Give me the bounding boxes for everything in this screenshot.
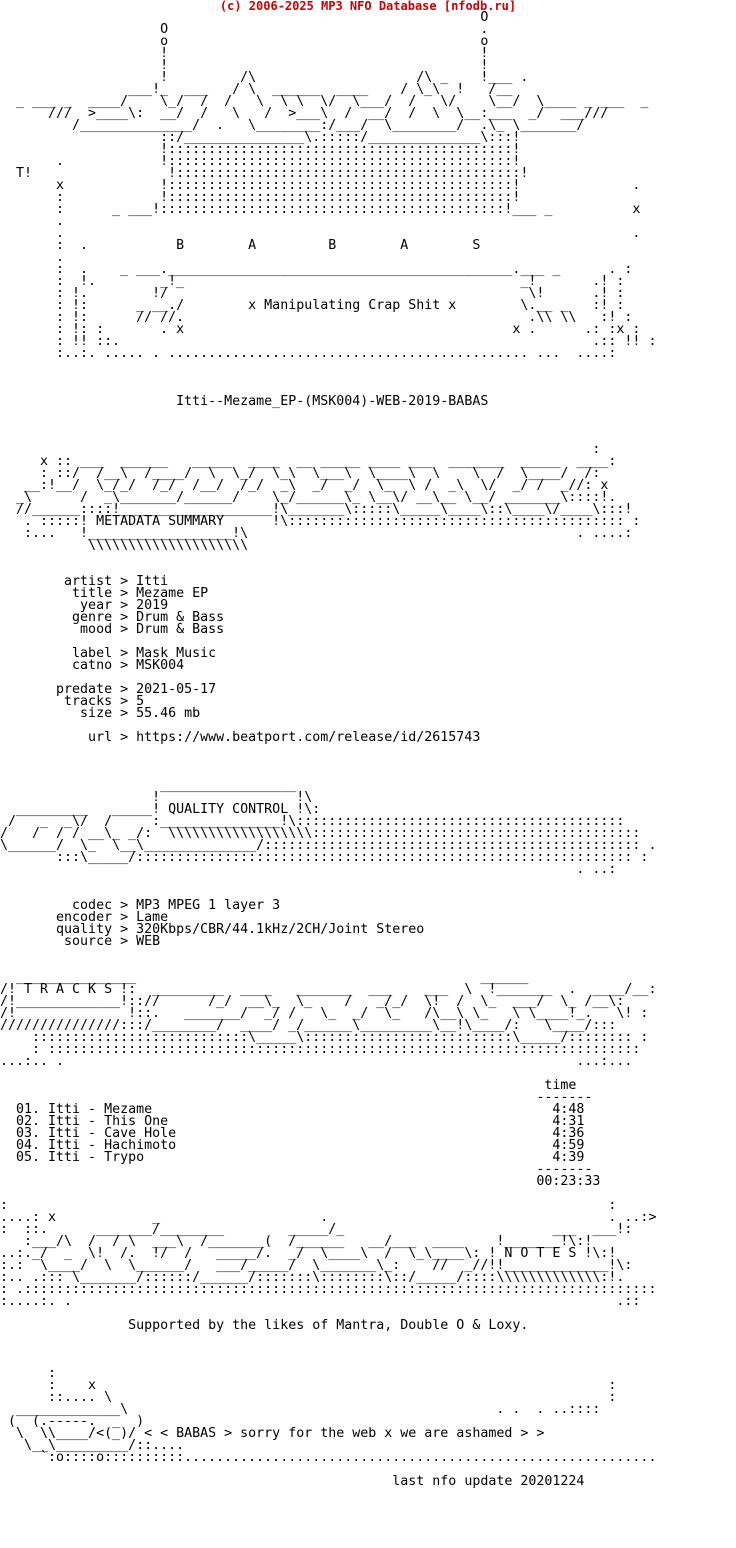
nfo-line: : . B A B A S [0,238,481,253]
nfo-line: : !. _!_ _! .! : [0,274,625,289]
nfo-line: artist > Itti [0,574,169,589]
nfo-line [0,756,656,768]
nfo-line: 02. Itti - This One 4:31 [0,1114,585,1129]
nfo-line [0,372,656,384]
nfo-line: tracks > 5 [0,694,145,709]
nfo-line: . [0,214,65,229]
nfo-line: //______::::!___________________!\_______\:::::\_____\____\::\____\/____\:::! [0,502,633,517]
nfo-line: :___/\ / / \ ___\ /_______( /______ __/___ ____ !_______!\:! [0,1234,593,1249]
nfo-line: /! T R A C K S !: _________ ____ _______ ___ ___ \ !_______ . ____/__: [0,982,657,997]
nfo-line: :..:. ..... . ............................................. ... ....: [0,346,617,361]
nfo-line: predate > 2021-05-17 [0,682,217,697]
nfo-line: _________ _____! QUALITY CONTROL !\: [0,802,321,817]
nfo-line: _ ___ _ ____/ \_/ / / \ \ \ \/ \___/ / \/ \__/ \____ _ ___ _ [0,94,649,109]
nfo-line: ___!_ ___ / \ ______ ____ / \_\ ! /__ [0,82,513,97]
nfo-line: ///////////////:::/________/ ____/ _/______\_________\__!\____/: \____/::: [0,1018,617,1033]
nfo-line: x :: ___ ______ _____ ____ __ _____ ____ ___ _______ _____ ____: [0,454,617,469]
nfo-line: 00:23:33 [0,1174,601,1189]
nfo-line: codec > MP3 MPEG 1 layer 3 [0,898,281,913]
nfo-line: ....: x _ . . ..:> [0,1210,657,1225]
nfo-line: last nfo update 20201224 [0,1474,585,1489]
nfo-line [0,948,656,960]
nfo-line: : ::/ /__\ /____/ \ \_/ \_\ \___\ \____\ \ \ / \____/ /: [0,466,601,481]
nfo-line: . ..: [0,862,617,877]
nfo-line: encoder > Lame [0,910,169,925]
nfo-line: ------- [0,1162,593,1177]
nfo-line: time [0,1078,577,1093]
nfo-line: : [0,1366,57,1381]
nfo-line: 03. Itti - Cave Hole 4:36 [0,1126,585,1141]
nfo-line: /______________/ . \________:/___/ \________/ .\_ \_______/ [0,118,585,133]
nfo-line: :....:. . .:: [0,1294,641,1309]
nfo-line: / _ _\/ / :_______________!\::::::::::::::::::::::::::::::::::::::::: [0,814,625,829]
nfo-line: x !:::::::::::::::::::::::::::::::::::::::::::! . [0,178,641,193]
nfo-line: \______/ \_ \__\______________/::::::::::::::::::::::::::::::::::::::::::::::: . [0,838,657,853]
nfo-line: 04. Itti - Hachimoto 4:59 [0,1138,585,1153]
nfo-content [0,12,656,1488]
nfo-line: source > WEB [0,934,161,949]
nfo-line: catno > MSK004 [0,658,185,673]
nfo-line: : .::::::::::::::::::::::::::::::::::::::::::::::::::::::::::::::::::::::::::::::: [0,1282,657,1297]
nfo-line: \\\\\\\\\\\\\\\\\\\\ [0,538,249,553]
nfo-line: __:!__/ \_/_/ /_/ /__/ /_/ _\ _/ _/ \_ \ / _\ \/ _/ / _//: x [0,478,609,493]
nfo-line: size > 55.46 mb [0,706,201,721]
nfo-line: ..:._/ _ \! /. !/ / _____/. _/ \____\ / \_\____\: ! N O T E S !\:! [0,1246,617,1261]
nfo-line: :... !__________________!\ . ....: [0,526,633,541]
nfo-line: ! !\ [0,790,313,805]
nfo-line: o o [0,34,489,49]
nfo-line: genre > Drum & Bass [0,610,225,625]
site-header: (c) 2006-2025 MP3 NFO Database [nfodb.ru] [219,0,517,13]
nfo-line: year > 2019 [0,598,169,613]
nfo-line: :.: \____/ \ \______/ ___/_____/ \_______\_: // _//!!_____________!\: [0,1258,633,1273]
nfo-line: /!_____________!::// /_/ __\_ \_ / _/_/ \! / \_ ___/ \_ /__\: [0,994,625,1009]
nfo-line: 05. Itti - Trypo 4:39 [0,1150,585,1165]
nfo-line [0,408,656,420]
nfo-line: : !! ::. .:: !! : [0,334,657,349]
nfo-line: ...:.. . ...:... [0,1054,633,1069]
nfo-line [0,420,656,432]
nfo-line: /// >____\: __/ / \ / >___\ / __/ / \ \__:___ _/ ___/// [0,106,609,121]
nfo-line: ::/_______________\.:::::/______________\:::! [0,130,521,145]
nfo-line: label > Mask Music [0,646,217,661]
nfo-line: : !: : . x x . .: :x : [0,322,641,337]
nfo-line: : !: _ __./ x Manipulating Crap Shit x \.__ _ :! : [0,298,625,313]
nfo-line: : !. !/ \! .! : [0,286,625,301]
nfo-line: ! /\ /\ _ !___ . [0,70,529,85]
nfo-line: . :::::! METADATA SUMMARY !\:::::::::::::::::::::::::::::::::::::::::: : [0,514,641,529]
nfo-line: quality > 320Kbps/CBR/44.1kHz/2CH/Joint Stereo [0,922,425,937]
nfo-line: 01. Itti - Mezame 4:48 [0,1102,585,1117]
nfo-line [0,360,656,372]
nfo-line: T! !:::::::::::::::::::::::::::::::::::::::::::! [0,166,529,181]
nfo-line: _________________ [0,778,297,793]
nfo-line: title > Mezame EP [0,586,209,601]
nfo-line: /! !::. _______/ _/ / \_ _/ \_ /\__\ \_ \ \____!_. \! : [0,1006,649,1021]
nfo-line: : . _ ___.___________________________________________.___ _ . : [0,262,633,277]
nfo-line [0,552,656,564]
nfo-line [0,744,656,756]
nfo-line: O [0,10,489,25]
nfo-line: _\ / _\_______/______/ \_/______\_ \__\/ __\__ \__/ _______\::::!. [0,490,617,505]
nfo-line: Supported by the likes of Mantra, Double O & Loxy. [0,1318,529,1333]
nfo-line [0,1344,656,1356]
nfo-line: \__\_________/::.... [0,1438,185,1453]
nfo-line: url > https://www.beatport.com/release/id/2615743 [0,730,481,745]
nfo-line: : [0,442,601,457]
nfo-line: _______________ ______ [0,970,529,985]
nfo-line: ! ! [0,58,489,73]
nfo-line: : x : [0,1378,617,1393]
nfo-line: O . [0,22,489,37]
nfo-line: ( (.-----. _ ) [0,1414,145,1429]
nfo-line: mood > Drum & Bass [0,622,225,637]
nfo-line: Itti--Mezame_EP-(MSK004)-WEB-2019-BABAS [0,394,489,409]
nfo-line: ::.... \ : [0,1390,617,1405]
nfo-line: : ::. _______/________ _____/_ ___ ___!: [0,1222,633,1237]
nfo-line [0,876,656,888]
nfo-line: !:::::::::::::::::::::::::::::::::::::::::::! [0,142,521,157]
nfo-line: ------- [0,1090,593,1105]
nfo-line: : _ ___!:::::::::::::::::::::::::::::::::::::::::::!___ _ x [0,202,641,217]
nfo-line: / / / / __\_ _/: \\\\\\\\\\\\\\\\\\::::::::::::::::::::::::::::::::::::::::: [0,826,641,841]
nfo-line: . [0,250,65,265]
nfo-line: : !: // //. .\\ \\ :! : [0,310,633,325]
nfo-line: . . [0,226,641,241]
nfo-line [0,1332,656,1344]
nfo-line: :.. .::: \_______/::::::/______/:::::::\::::::::\::/_____/::::\\\\\\\\\\\\\:!. [0,1270,625,1285]
nfo-line: : !:::::::::::::::::::::::::::::::::::::::::::! [0,190,521,205]
nfo-line [0,1356,656,1368]
nfo-line: ! ! [0,46,489,61]
nfo-line: :::::::::::::::::::::::::::\_____\::::::::::::::::::::::::::\_____/:::::::: : [0,1030,649,1045]
nfo-line: : : [0,1198,617,1213]
nfo-line: _____________\ . . . ..:::: [0,1402,601,1417]
nfo-line: : :::::::::::::::::::::::::::::::::::::::::::::::::::::::::::::::::::::::::: [0,1042,641,1057]
nfo-line: `:o::::o::::::::::........................................................... [0,1450,657,1465]
nfo-line: . !:::::::::::::::::::::::::::::::::::::::::::! [0,154,521,169]
nfo-line: \ \\____/<(_)/ < < BABAS > sorry for the web x we are ashamed > > [0,1426,545,1441]
nfo-line: :::\_____/:::::::::::::::::::::::::::::::::::::::::::::::::::::::::::::: : [0,850,649,865]
